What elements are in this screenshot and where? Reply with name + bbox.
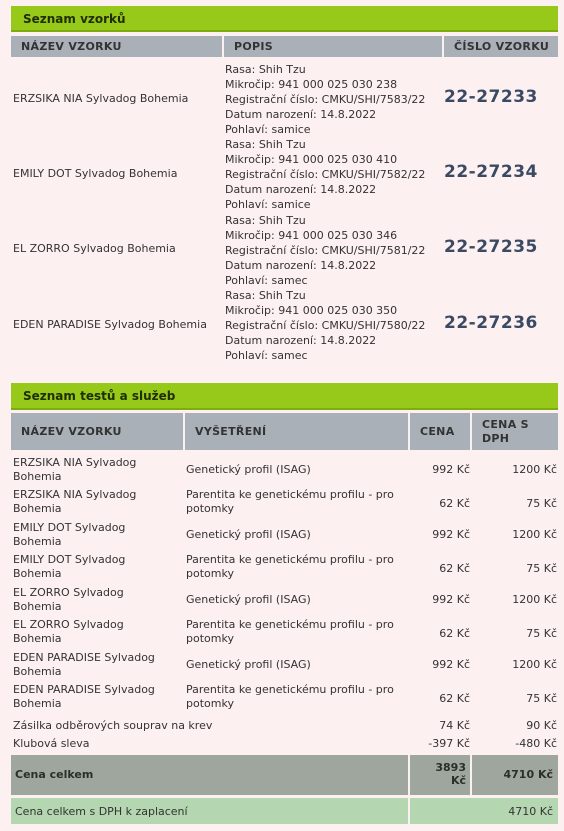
test-sample-name: EDEN PARADISE Sylvadog Bohemia (13, 651, 155, 678)
test-sample-name: EMILY DOT Sylvadog Bohemia (13, 521, 126, 548)
shipping-row (11, 719, 558, 735)
discount-label: Klubová sleva (13, 737, 90, 750)
shipping-price: 74 Kč (439, 719, 470, 732)
test-sample-name: ERZSIKA NIA Sylvadog Bohemia (13, 456, 137, 483)
sample-number: 22-27234 (444, 162, 538, 182)
discount-price-vat: -480 Kč (515, 737, 557, 750)
test-row (11, 488, 558, 518)
test-price-vat: 1200 Kč (512, 463, 557, 476)
sample-name: ERZSIKA NIA Sylvadog Bohemia (13, 92, 189, 105)
sample-breed: Rasa: Shih Tzu (225, 289, 306, 302)
sample-breed: Rasa: Shih Tzu (225, 63, 306, 76)
sample-name: EL ZORRO Sylvadog Bohemia (13, 242, 176, 255)
shipping-price-vat: 90 Kč (526, 719, 557, 732)
sample-number: 22-27236 (444, 313, 538, 333)
test-price: 62 Kč (439, 627, 470, 640)
test-price: 62 Kč (439, 692, 470, 705)
test-examination: Parentita ke genetickému profilu - pro potomky (186, 488, 394, 515)
sample-name: EDEN PARADISE Sylvadog Bohemia (13, 318, 207, 331)
test-examination: Genetický profil (ISAG) (186, 528, 311, 541)
col-header-examination: VYŠETŘENÍ (185, 413, 408, 450)
test-examination: Parentita ke genetickému profilu - pro potomky (186, 553, 394, 580)
test-row (11, 683, 558, 713)
test-price: 992 Kč (432, 463, 470, 476)
col-header-price-vat-line2: DPH (482, 432, 510, 445)
test-price: 62 Kč (439, 562, 470, 575)
test-price: 992 Kč (432, 528, 470, 541)
test-examination: Genetický profil (ISAG) (186, 463, 311, 476)
test-row (11, 586, 558, 616)
payment-separator (408, 798, 410, 824)
sample-registration: Registrační číslo: CMKU/SHI/7583/22 (225, 93, 426, 106)
test-row (11, 521, 558, 551)
tests-section-title: Seznam testů a služeb (11, 383, 558, 410)
test-price-vat: 1200 Kč (512, 658, 557, 671)
payment-label: Cena celkem s DPH k zaplacení (15, 805, 188, 818)
col-header-sample-number: ČÍSLO VZORKU (444, 36, 558, 57)
sample-sex: Pohlaví: samice (225, 123, 311, 136)
total-label: Cena celkem (15, 768, 94, 781)
sample-sex: Pohlaví: samice (225, 198, 311, 211)
sample-birth-date: Datum narození: 14.8.2022 (225, 108, 377, 121)
test-sample-name: EMILY DOT Sylvadog Bohemia (13, 553, 126, 580)
col-header-price: CENA (410, 413, 470, 450)
test-price-vat: 1200 Kč (512, 593, 557, 606)
sample-chip: Mikročip: 941 000 025 030 350 (225, 304, 398, 317)
test-examination: Genetický profil (ISAG) (186, 658, 311, 671)
sample-registration: Registrační číslo: CMKU/SHI/7581/22 (225, 244, 426, 257)
sample-breed: Rasa: Shih Tzu (225, 214, 306, 227)
sample-birth-date: Datum narození: 14.8.2022 (225, 334, 377, 347)
test-row (11, 553, 558, 583)
test-sample-name: EL ZORRO Sylvadog Bohemia (13, 618, 124, 645)
test-row (11, 651, 558, 681)
sample-registration: Registrační číslo: CMKU/SHI/7580/22 (225, 319, 426, 332)
total-price: 3893 Kč (435, 761, 466, 787)
test-price-vat: 75 Kč (526, 497, 557, 510)
sample-sex: Pohlaví: samec (225, 349, 308, 362)
total-separator (470, 755, 472, 795)
discount-price: -397 Kč (428, 737, 470, 750)
col-header-sample-name: NÁZEV VZORKU (11, 36, 222, 57)
test-sample-name: EDEN PARADISE Sylvadog Bohemia (13, 683, 155, 710)
col-header-price-vat-line1: CENA S (482, 418, 529, 431)
test-examination: Parentita ke genetickému profilu - pro potomky (186, 683, 394, 710)
test-examination: Parentita ke genetickému profilu - pro potomky (186, 618, 394, 645)
sample-number: 22-27233 (444, 87, 538, 107)
sample-chip: Mikročip: 941 000 025 030 238 (225, 78, 398, 91)
sample-row (11, 137, 558, 211)
total-row (11, 755, 558, 795)
samples-section-title: Seznam vzorků (11, 6, 558, 32)
sample-chip: Mikročip: 941 000 025 030 346 (225, 229, 398, 242)
col-header-price-vat (472, 413, 558, 450)
sample-name: EMILY DOT Sylvadog Bohemia (13, 167, 178, 180)
sample-row (11, 62, 558, 136)
test-price: 992 Kč (432, 593, 470, 606)
sample-number: 22-27235 (444, 237, 538, 257)
col-header-sample-name: NÁZEV VZORKU (11, 413, 183, 450)
payment-value: 4710 Kč (508, 805, 553, 818)
test-price: 62 Kč (439, 497, 470, 510)
payment-row (11, 798, 558, 824)
test-price-vat: 75 Kč (526, 562, 557, 575)
test-price-vat: 75 Kč (526, 692, 557, 705)
sample-sex: Pohlaví: samec (225, 274, 308, 287)
test-row (11, 618, 558, 648)
sample-birth-date: Datum narození: 14.8.2022 (225, 259, 377, 272)
discount-row (11, 737, 558, 753)
sample-row (11, 213, 558, 287)
shipping-label: Zásilka odběrových souprav na krev (13, 719, 213, 732)
col-header-description: POPIS (224, 36, 442, 57)
test-price-vat: 75 Kč (526, 627, 557, 640)
test-examination: Genetický profil (ISAG) (186, 593, 311, 606)
test-price: 992 Kč (432, 658, 470, 671)
test-sample-name: ERZSIKA NIA Sylvadog Bohemia (13, 488, 137, 515)
sample-chip: Mikročip: 941 000 025 030 410 (225, 153, 398, 166)
test-price-vat: 1200 Kč (512, 528, 557, 541)
test-sample-name: EL ZORRO Sylvadog Bohemia (13, 586, 124, 613)
sample-registration: Registrační číslo: CMKU/SHI/7582/22 (225, 168, 426, 181)
sample-breed: Rasa: Shih Tzu (225, 138, 306, 151)
sample-birth-date: Datum narození: 14.8.2022 (225, 183, 377, 196)
total-price-vat: 4710 Kč (503, 768, 553, 781)
sample-row (11, 288, 558, 362)
test-row (11, 456, 558, 486)
